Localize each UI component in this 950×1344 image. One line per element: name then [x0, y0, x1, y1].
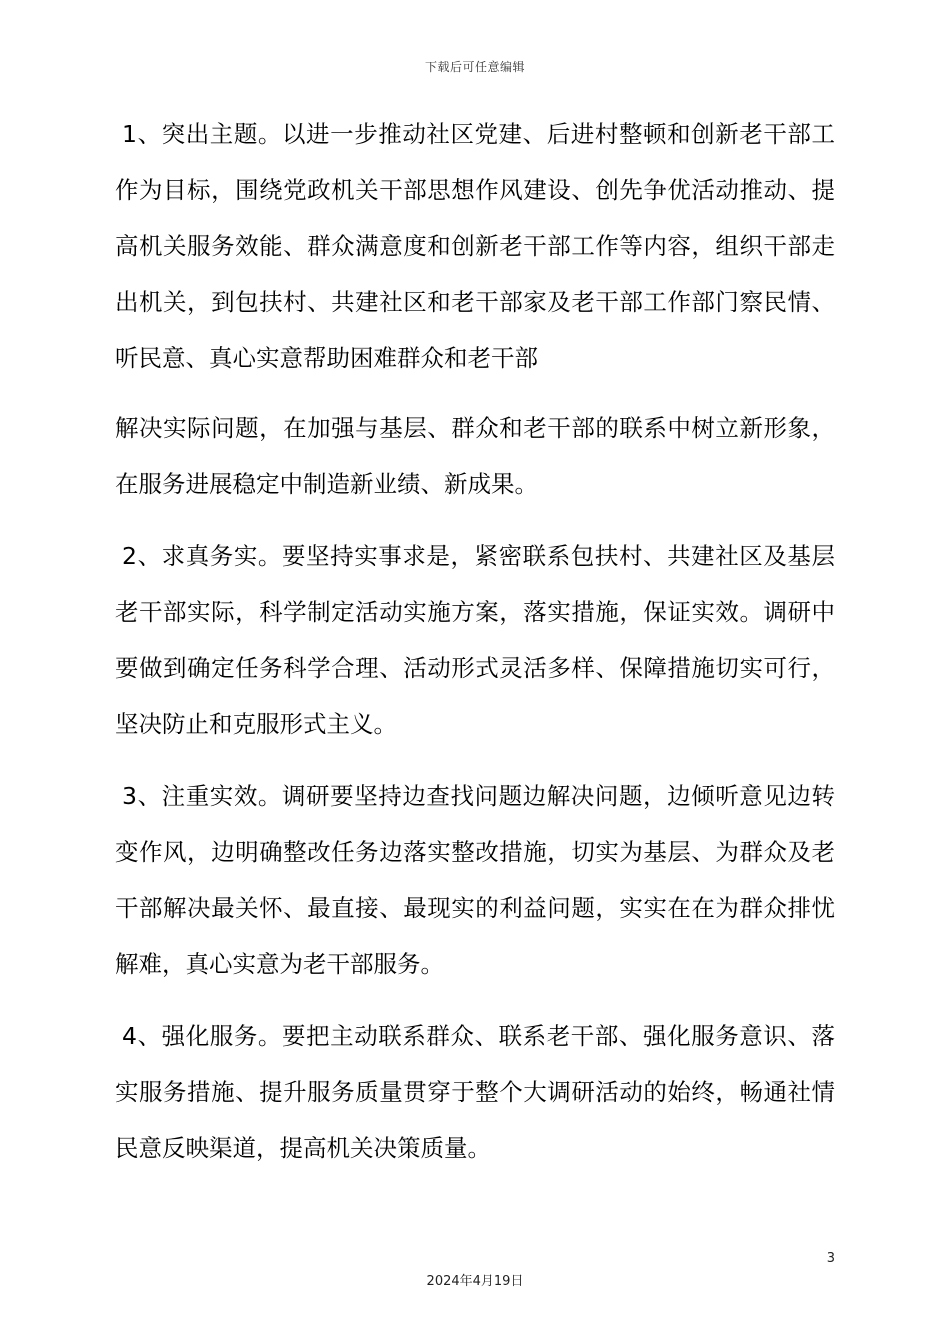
paragraph-seek-truth: 2、求真务实。要坚持实事求是，紧密联系包扶村、共建社区及基层老干部实际，科学制定活动实施方案，落实措施，保证实效。调研中要做到确定任务科学合理、活动形式灵活多样、保障措施切实可行，坚决防止和克服形式主义。: [115, 542, 835, 738]
paragraph-highlight-theme: 1、突出主题。以进一步推动社区党建、后进村整顿和创新老干部工作为目标，围绕党政机关干部思想作风建设、创先争优活动推动、提高机关服务效能、群众满意度和创新老干部工作等内容，组织干部走出机关，到包扶村、共建社区和老干部家及老干部工作部门察民情、听民意、真心实意帮助困难群众和老干部: [115, 120, 835, 372]
footer-date: 2024年4月19日: [426, 1274, 524, 1289]
page-number: 3: [826, 1251, 835, 1266]
paragraph-focus-results: 3、注重实效。调研要坚持边查找问题边解决问题，边倾听意见边转变作风，边明确整改任务边落实整改措施，切实为基层、为群众及老干部解决最关怀、最直接、最现实的利益问题，实实在在为群众排忧解难，真心实意为老干部服务。: [115, 782, 835, 978]
document-body: [115, 106, 835, 1176]
paragraph-solve-problems: 解决实际问题，在加强与基层、群众和老干部的联系中树立新形象，在服务进展稳定中制造新业绩、新成果。: [115, 414, 835, 498]
paragraph-strengthen-service: 4、强化服务。要把主动联系群众、联系老干部、强化服务意识、落实服务措施、提升服务质量贯穿于整个大调研活动的始终，畅通社情民意反映渠道，提高机关决策质量。: [115, 1022, 835, 1162]
header-note: 下载后可任意编辑: [424, 60, 525, 74]
